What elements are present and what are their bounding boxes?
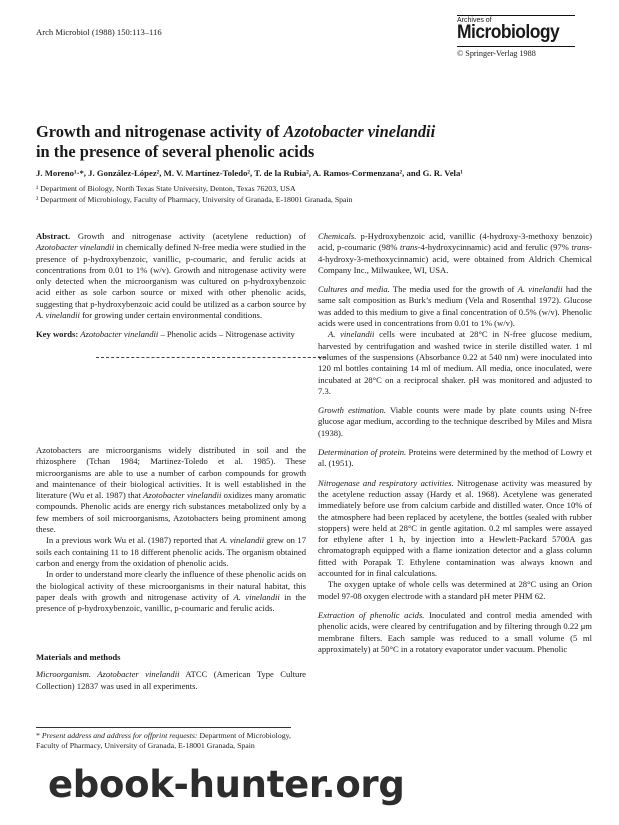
methods-extraction: Extraction of phenolic acids. Inoculated and control media amended with phenolic acids, were cleared by centrifugation and by filtering through 0.22 μm membrane filters. Each sample was reduced to a small volume (5 ml approximately) at 50°C in a rotatory evaporator under vacuum. Phenolic [318, 609, 592, 654]
journal-reference: Arch Microbiol (1988) 150:113–116 [36, 27, 162, 37]
author-list: J. Moreno¹·*, J. González-López², M. V. Martínez-Toledo², T. de la Rubia², A. Ramos-Cormenzana², and G. R. Vela¹ [36, 168, 463, 178]
title-species: Azotobacter vinelandii [283, 122, 436, 141]
journal-masthead [457, 15, 575, 58]
methods-cultures: Cultures and media. The media used for the growth of A. vinelandii had the same salt composition as Burk’s medium (Vela and Rosenthal 1972). Glucose was added to this medium to give a final concentration of 0.5% (w/v). Phenolic acids were used in concentrations from 0.01 to 1% (w/v). [318, 284, 592, 329]
affiliation-2: ² Department of Microbiology, Faculty of Pharmacy, University of Granada, E-18001 Granada, Spain [36, 194, 353, 204]
article-title [36, 122, 596, 162]
methods-right-column [318, 231, 592, 655]
methods-cultures-2: A. vinelandii cells were incubated at 28°C in N-free glucose medium, harvested by centrifugation and washed twice in sterile distilled water. 1 ml volumes of the suspensions (Absorbance 0.22 at 540 nm) were inoculated into 120 ml bottles containing 14 ml of medium. All media, once inoculated, were incubated at 28°C on a reciprocal shaker. pH was monitored and adjusted to 7.3. [318, 329, 592, 396]
masthead-top: Archives of [457, 15, 575, 24]
affiliation-1: ¹ Department of Biology, North Texas State University, Denton, Texas 76203, USA [36, 184, 296, 193]
section-divider [96, 357, 326, 358]
footnote: * Present address and address for offprint requests: Department of Microbiology, Faculty of Pharmacy, University of Granada, E-18001 Granada, Spain [36, 727, 291, 751]
methods-chemicals: Chemicals. p-Hydroxybenzoic acid, vanillic (4-hydroxy-3-methoxy benzoic) acid, p-coumaric (98% trans-4-hydroxycinnamic) acid and ferulic (97% trans-4-hydroxy-3-methoxycinnamic) acid, were obtained from Aldrich Chemical Company Inc., Milwaukee, WI, USA. [318, 231, 592, 275]
abstract-block [36, 231, 306, 358]
methods-protein: Determination of protein. Proteins were determined by the method of Lowry et al. (1951). [318, 447, 592, 469]
watermark: ebook-hunter.org [48, 763, 405, 806]
section-heading: Materials and methods [36, 652, 121, 662]
title-text: Growth and nitrogenase activity of [36, 122, 284, 141]
abstract: Abstract. Growth and nitrogenase activity (acetylene reduction) of Azotobacter vinelandii in chemically defined N-free media were studied in the presence of p-hydroxybenzoic, vanillic, p-coumaric, and ferulic acids at concentrations from 0.01 to 1% (w/v). Growth and nitrogenase activity were only detected when the microorganism was cultured on p-hydroxybenzoic acid either as sole carbon source or mixed with other phenolic acids, suggesting that p-hydroxybenzoic acid could be utilized as a carbon source by A. vinelandii for growing under certain environmental conditions. [36, 231, 306, 321]
intro-paragraph-1: Azotobacters are microorganisms widely distributed in soil and the rhizosphere (Tchan 1984; Martinez-Toledo et al. 1985). These microorganisms are able to use a number of carbon compounds for growth and maintenance of their biological activities. It is well established in the literature (Wu et al. 1987) that Azotobacter vinelandii oxidizes many aromatic compounds. Phenolic acids are energy rich substances metabolized only by a few members of soil microorganisms, Azotobacters being prominent among these. [36, 445, 306, 535]
keywords: Key words: Azotobacter vinelandii – Phenolic acids – Nitrogenase activity [36, 329, 295, 340]
intro-paragraph-2: In a previous work Wu et al. (1987) reported that A. vinelandii grew on 17 soils each containing 11 to 18 different phenolic acids. The organism obtained carbon and energy from the oxidation of phenolic acids. [36, 535, 306, 568]
methods-growth: Growth estimation. Viable counts were made by plate counts using N-free glucose agar medium, according to the technique described by Miles and Misra (1938). [318, 405, 592, 438]
intro-paragraph-3: In order to understand more clearly the influence of these phenolic acids on the biological activity of these microorganisms in their natural habitat, this paper deals with growth and nitrogenase activity of A. vinelandii in the presence of p-hydroxybenzoic, vanillic, p-coumaric and ferulic acids. [36, 569, 307, 614]
methods-nitrogenase: Nitrogenase and respiratory activities. Nitrogenase activity was measured by the acetylene reduction assay (Hardy et al. 1968). Acetylene was generated immediately before use from calcium carbide and distilled water. Once 10% of the atmosphere had been replaced by acetylene, the bottles (sealed with rubber stoppers) were held at 28°C in gentle agitation. 0.2 ml samples were assayed for ethylene after 1 h, by injection into a Hewlett-Packard 5700A gas chromatograph equipped with a flame ionization detector and a glass column fitted with Porapak T. Ethylene contamination was always known and accounted for in final calculations. [318, 477, 592, 579]
methods-microorganism: Microorganism. Azotobacter vinelandii ATCC (American Type Culture Collection) 12837 was used in all experiments. [36, 669, 306, 691]
introduction [36, 445, 306, 614]
affiliations [36, 184, 596, 205]
methods-oxygen: The oxygen uptake of whole cells was determined at 28°C using an Orion model 97-08 oxygen electrode with a standard pH meter PHM 62. [318, 579, 592, 601]
masthead-copyright: © Springer-Verlag 1988 [457, 46, 575, 58]
masthead-logo: Microbiology [457, 22, 560, 43]
methods-section [36, 652, 306, 692]
title-text-line2: in the presence of several phenolic acids [36, 142, 315, 161]
